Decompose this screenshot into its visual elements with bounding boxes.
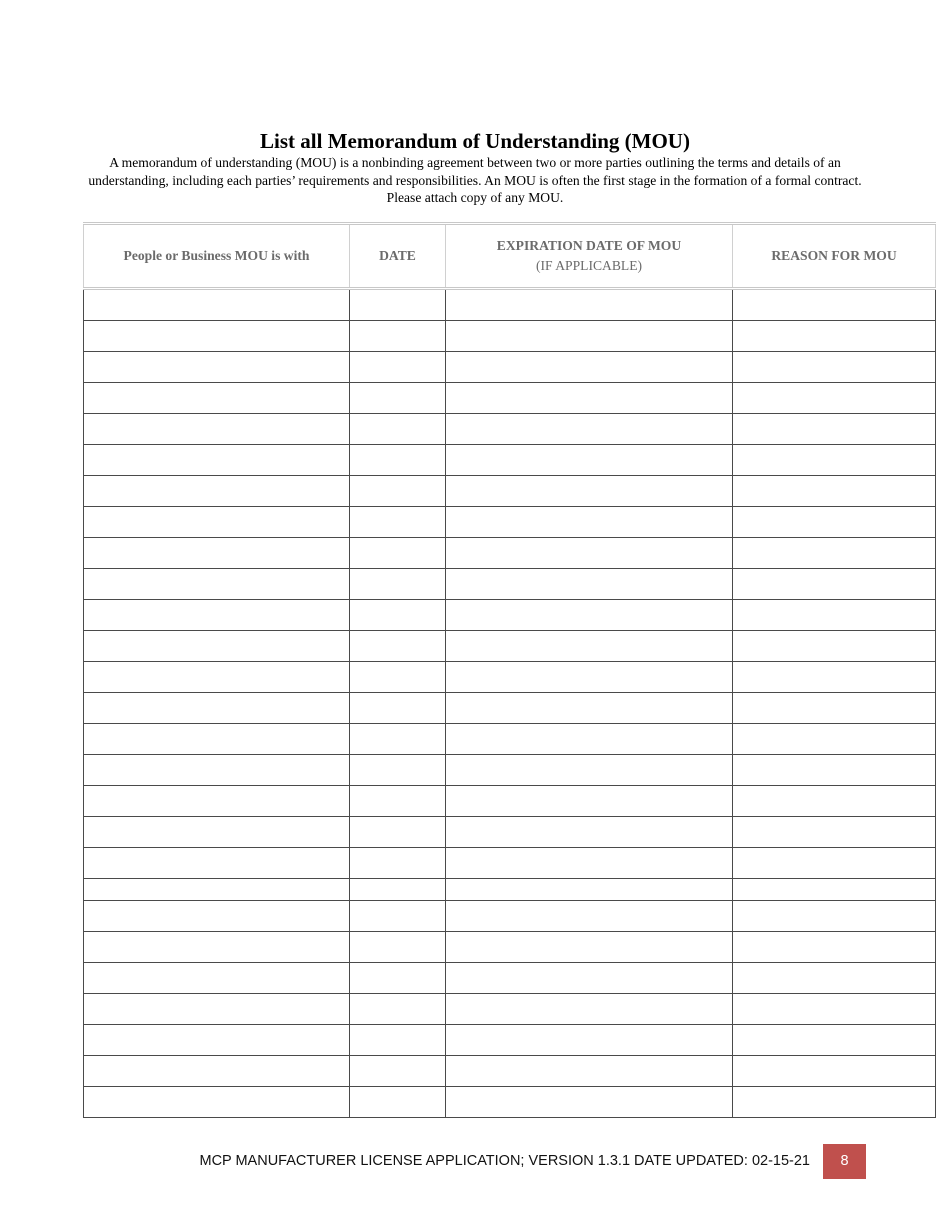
date-cell[interactable] xyxy=(350,932,446,963)
reason-cell[interactable] xyxy=(733,1056,936,1087)
table-header-row xyxy=(84,224,936,289)
date-cell[interactable] xyxy=(350,994,446,1025)
people-cell[interactable] xyxy=(84,1056,350,1087)
people-cell[interactable] xyxy=(84,414,350,445)
header-expiration-line1: EXPIRATION DATE OF MOU xyxy=(496,238,682,253)
reason-cell[interactable] xyxy=(733,901,936,932)
expiration-cell[interactable] xyxy=(446,932,733,963)
reason-cell[interactable] xyxy=(733,445,936,476)
people-cell[interactable] xyxy=(84,383,350,414)
header-reason: REASON FOR MOU xyxy=(733,224,936,289)
reason-cell[interactable] xyxy=(733,932,936,963)
reason-cell[interactable] xyxy=(733,476,936,507)
expiration-cell[interactable] xyxy=(446,631,733,662)
expiration-cell[interactable] xyxy=(446,352,733,383)
people-cell[interactable] xyxy=(84,1087,350,1118)
expiration-cell[interactable] xyxy=(446,1056,733,1087)
people-cell[interactable] xyxy=(84,901,350,932)
date-cell[interactable] xyxy=(350,383,446,414)
people-cell[interactable] xyxy=(84,569,350,600)
date-cell[interactable] xyxy=(350,755,446,786)
table-row xyxy=(84,693,936,724)
reason-cell[interactable] xyxy=(733,1087,936,1118)
expiration-cell[interactable] xyxy=(446,289,733,321)
table-row xyxy=(84,1087,936,1118)
page-footer xyxy=(0,1144,950,1179)
table-row xyxy=(84,569,936,600)
table-row xyxy=(84,994,936,1025)
table-row xyxy=(84,321,936,352)
reason-cell[interactable] xyxy=(733,321,936,352)
table-row xyxy=(84,786,936,817)
expiration-cell[interactable] xyxy=(446,383,733,414)
people-cell[interactable] xyxy=(84,994,350,1025)
table-row xyxy=(84,817,936,848)
date-cell[interactable] xyxy=(350,631,446,662)
expiration-cell[interactable] xyxy=(446,786,733,817)
reason-cell[interactable] xyxy=(733,963,936,994)
table-row xyxy=(84,445,936,476)
expiration-cell[interactable] xyxy=(446,1025,733,1056)
expiration-cell[interactable] xyxy=(446,662,733,693)
date-cell[interactable] xyxy=(350,879,446,901)
date-cell[interactable] xyxy=(350,600,446,631)
table-row xyxy=(84,963,936,994)
people-cell[interactable] xyxy=(84,476,350,507)
date-cell[interactable] xyxy=(350,901,446,932)
people-cell[interactable] xyxy=(84,507,350,538)
reason-cell[interactable] xyxy=(733,507,936,538)
people-cell[interactable] xyxy=(84,693,350,724)
table-row xyxy=(84,289,936,321)
reason-cell[interactable] xyxy=(733,383,936,414)
people-cell[interactable] xyxy=(84,932,350,963)
people-cell[interactable] xyxy=(84,631,350,662)
expiration-cell[interactable] xyxy=(446,600,733,631)
reason-cell[interactable] xyxy=(733,600,936,631)
people-cell[interactable] xyxy=(84,786,350,817)
expiration-cell[interactable] xyxy=(446,414,733,445)
people-cell[interactable] xyxy=(84,848,350,879)
table-row xyxy=(84,724,936,755)
table-row xyxy=(84,662,936,693)
expiration-cell[interactable] xyxy=(446,476,733,507)
reason-cell[interactable] xyxy=(733,352,936,383)
table-row xyxy=(84,414,936,445)
people-cell[interactable] xyxy=(84,538,350,569)
table-body xyxy=(84,289,936,1118)
reason-cell[interactable] xyxy=(733,879,936,901)
people-cell[interactable] xyxy=(84,289,350,321)
table-row xyxy=(84,932,936,963)
date-cell[interactable] xyxy=(350,352,446,383)
date-cell[interactable] xyxy=(350,1087,446,1118)
reason-cell[interactable] xyxy=(733,631,936,662)
page-title: List all Memorandum of Understanding (MOU) xyxy=(260,129,690,153)
expiration-cell[interactable] xyxy=(446,901,733,932)
reason-cell[interactable] xyxy=(733,569,936,600)
date-cell[interactable] xyxy=(350,724,446,755)
reason-cell[interactable] xyxy=(733,1025,936,1056)
date-cell[interactable] xyxy=(350,963,446,994)
date-cell[interactable] xyxy=(350,507,446,538)
expiration-cell[interactable] xyxy=(446,755,733,786)
people-cell[interactable] xyxy=(84,963,350,994)
reason-cell[interactable] xyxy=(733,538,936,569)
table-row xyxy=(84,538,936,569)
reason-cell[interactable] xyxy=(733,662,936,693)
reason-cell[interactable] xyxy=(733,848,936,879)
people-cell[interactable] xyxy=(84,817,350,848)
expiration-cell[interactable] xyxy=(446,445,733,476)
expiration-cell[interactable] xyxy=(446,569,733,600)
expiration-cell[interactable] xyxy=(446,963,733,994)
header-date: DATE xyxy=(350,224,446,289)
table-row xyxy=(84,507,936,538)
expiration-cell[interactable] xyxy=(446,1087,733,1118)
table-row xyxy=(84,631,936,662)
date-cell[interactable] xyxy=(350,569,446,600)
people-cell[interactable] xyxy=(84,352,350,383)
reason-cell[interactable] xyxy=(733,755,936,786)
expiration-cell[interactable] xyxy=(446,994,733,1025)
expiration-cell[interactable] xyxy=(446,538,733,569)
date-cell[interactable] xyxy=(350,786,446,817)
page-number-badge: 8 xyxy=(823,1144,866,1179)
header-expiration-line2: (IF APPLICABLE) xyxy=(535,258,643,273)
reason-cell[interactable] xyxy=(733,414,936,445)
people-cell[interactable] xyxy=(84,879,350,901)
date-cell[interactable] xyxy=(350,538,446,569)
table-row xyxy=(84,1025,936,1056)
reason-cell[interactable] xyxy=(733,817,936,848)
table-row xyxy=(84,901,936,932)
intro-paragraph: A memorandum of understanding (MOU) is a nonbinding agreement between two or more parties outlining the terms and details of an understanding, including each parties’ requirements and responsibilities. An MOU is often the first stage in the formation of a formal contract. Please attach copy of any MOU. xyxy=(88,155,862,205)
table-row xyxy=(84,352,936,383)
reason-cell[interactable] xyxy=(733,786,936,817)
people-cell[interactable] xyxy=(84,445,350,476)
header-expiration xyxy=(446,224,733,289)
reason-cell[interactable] xyxy=(733,289,936,321)
expiration-cell[interactable] xyxy=(446,817,733,848)
reason-cell[interactable] xyxy=(733,724,936,755)
people-cell[interactable] xyxy=(84,662,350,693)
expiration-cell[interactable] xyxy=(446,848,733,879)
expiration-cell[interactable] xyxy=(446,879,733,901)
date-cell[interactable] xyxy=(350,693,446,724)
date-cell[interactable] xyxy=(350,1056,446,1087)
reason-cell[interactable] xyxy=(733,693,936,724)
table-row xyxy=(84,848,936,879)
date-cell[interactable] xyxy=(350,662,446,693)
date-cell[interactable] xyxy=(350,817,446,848)
mou-table-container xyxy=(83,222,938,1118)
date-cell[interactable] xyxy=(350,321,446,352)
table-row xyxy=(84,476,936,507)
expiration-cell[interactable] xyxy=(446,693,733,724)
date-cell[interactable] xyxy=(350,445,446,476)
people-cell[interactable] xyxy=(84,1025,350,1056)
expiration-cell[interactable] xyxy=(446,321,733,352)
table-row xyxy=(84,879,936,901)
date-cell[interactable] xyxy=(350,848,446,879)
date-cell[interactable] xyxy=(350,476,446,507)
people-cell[interactable] xyxy=(84,755,350,786)
people-cell[interactable] xyxy=(84,724,350,755)
date-cell[interactable] xyxy=(350,1025,446,1056)
mou-table xyxy=(83,222,936,1118)
table-row xyxy=(84,1056,936,1087)
people-cell[interactable] xyxy=(84,321,350,352)
people-cell[interactable] xyxy=(84,600,350,631)
table-row xyxy=(84,383,936,414)
expiration-cell[interactable] xyxy=(446,724,733,755)
reason-cell[interactable] xyxy=(733,994,936,1025)
expiration-cell[interactable] xyxy=(446,507,733,538)
table-row xyxy=(84,600,936,631)
header-people: People or Business MOU is with xyxy=(84,224,350,289)
date-cell[interactable] xyxy=(350,414,446,445)
date-cell[interactable] xyxy=(350,289,446,321)
table-row xyxy=(84,755,936,786)
footer-text: MCP MANUFACTURER LICENSE APPLICATION; VERSION 1.3.1 DATE UPDATED: 02-15-21 xyxy=(199,1153,810,1169)
